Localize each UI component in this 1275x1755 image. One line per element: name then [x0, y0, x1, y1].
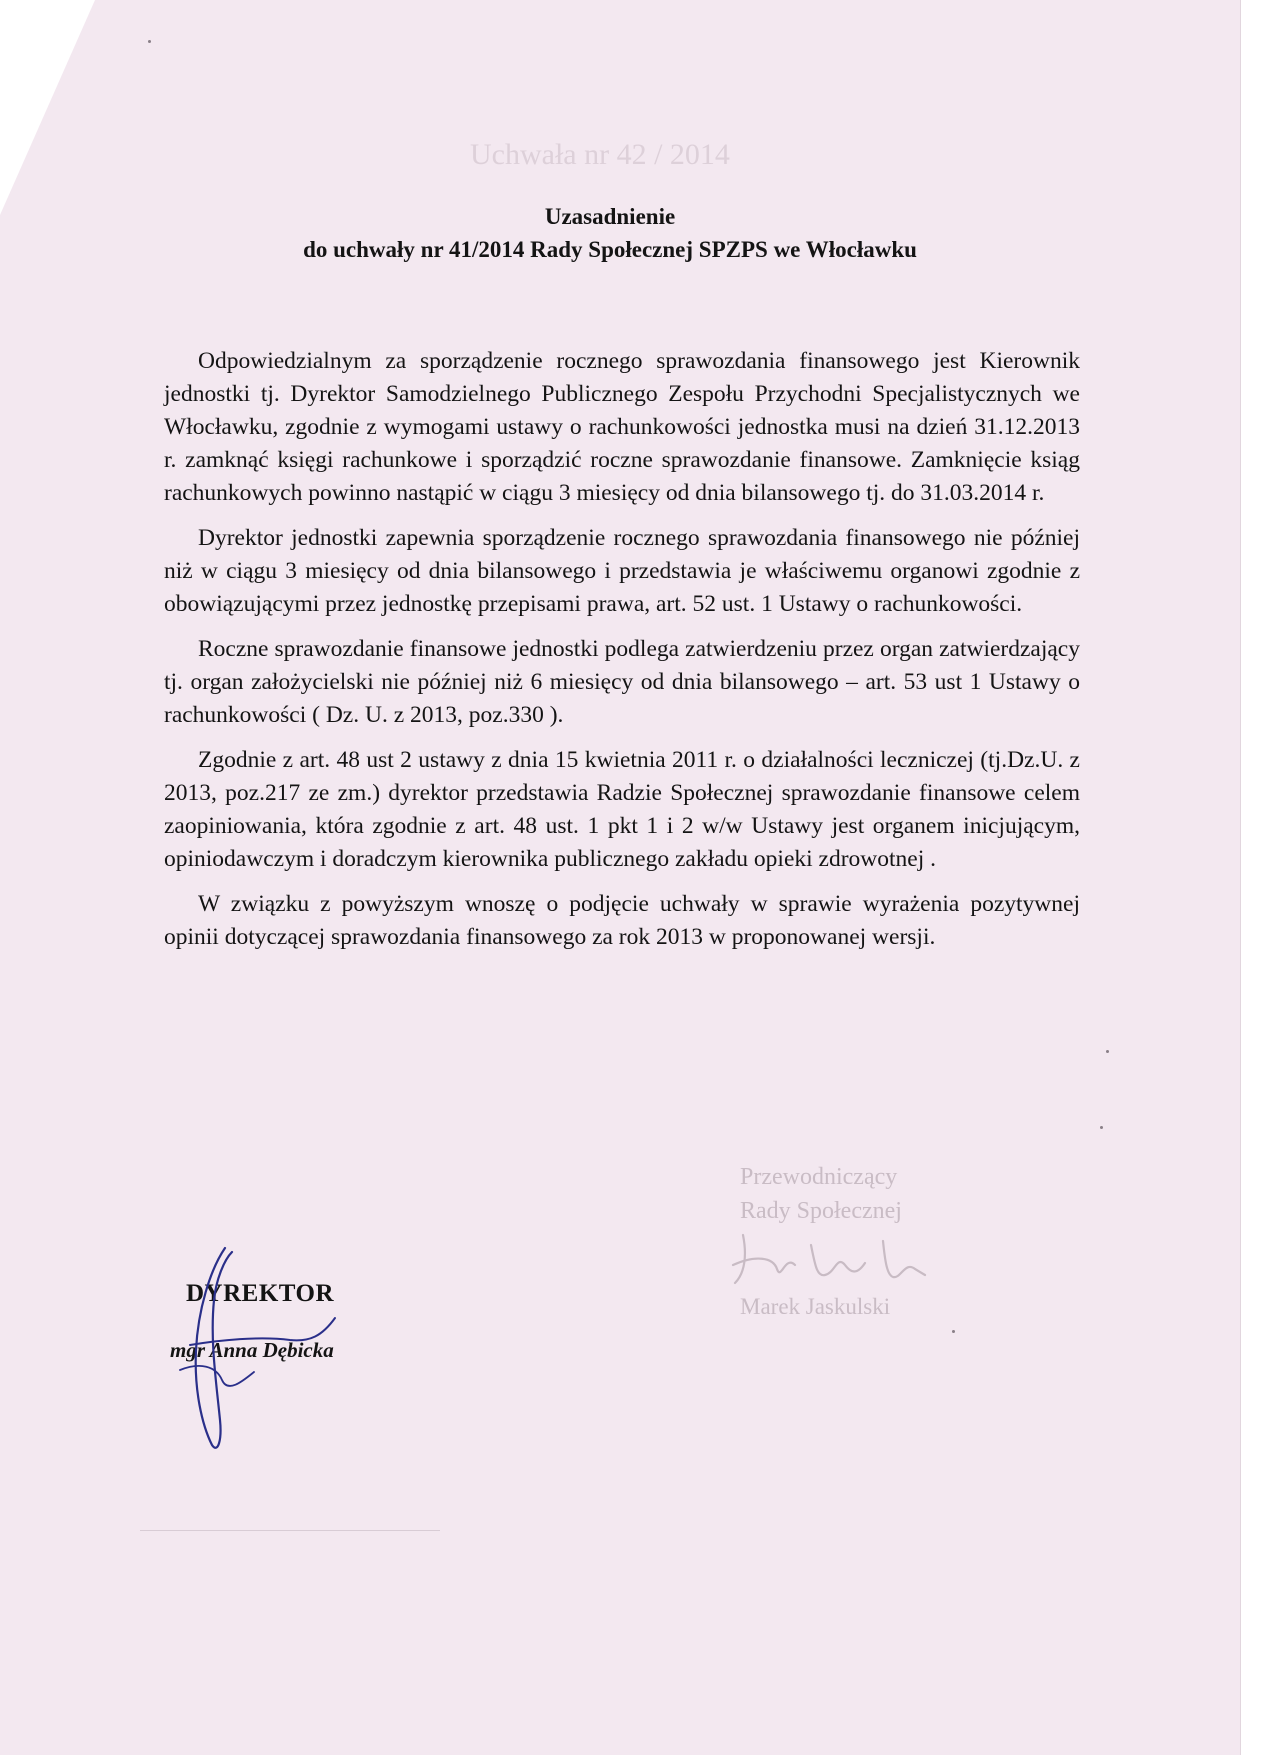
document-header [140, 200, 1080, 266]
paragraph-3: Roczne sprawozdanie finansowe jednostki podlega zatwierdzeniu przez organ zatwierdzający tj. organ założycielski nie później niż 6 miesięcy od dnia bilansowego – art. 53 ust 1 Ustawy o rachunkowości ( Dz. U. z 2013, poz.330 ). [164, 636, 1080, 728]
folded-corner [0, 0, 95, 215]
stamp-title: DYREKTOR [186, 1280, 335, 1307]
document-title: Uzasadnienie [544, 204, 676, 229]
director-stamp [170, 1280, 420, 1390]
paragraph-5: W związku z powyższym wnoszę o podjęcie uchwały w sprawie wyrażenia pozytywnej opinii dotyczącej sprawozdania finansowego za rok 2013 w proponowanej wersji. [164, 891, 1080, 950]
bleed-through-chair-line1: Przewodniczący [740, 1164, 898, 1190]
scan-speck [1100, 1126, 1103, 1129]
bleed-through-title: Uchwała nr 42 / 2014 [470, 138, 730, 171]
scan-speck [1106, 1050, 1109, 1053]
bleed-through-chair-line2: Rady Społecznej [740, 1198, 902, 1224]
stamp-name: mgr Anna Dębicka [170, 1338, 334, 1362]
paragraph-4: Zgodnie z art. 48 ust 2 ustawy z dnia 15 kwietnia 2011 r. o działalności leczniczej (tj.Dz.U. z 2013, poz.217 ze zm.) dyrektor przedstawia Radzie Społecznej sprawozdanie finansowe celem zaopiniowania, która zgodnie z art. 48 ust. 1 pkt 1 i 2 w/w Ustawy jest organem inicjującym, opiniodawczym i doradczym kierownika publicznego zakładu opieki zdrowotnej . [164, 747, 1080, 872]
paragraph-2: Dyrektor jednostki zapewnia sporządzenie rocznego sprawozdania finansowego nie później niż w ciągu 3 miesięcy od dnia bilansowego i przedstawia je właściwemu organowi zgodnie z obowiązującymi przez jednostkę przepisami prawa, art. 52 ust. 1 Ustawy o rachunkowości. [164, 525, 1080, 617]
bleed-through-chair-name: Marek Jaskulski [740, 1294, 891, 1319]
scan-margin [1240, 0, 1275, 1755]
document-body [164, 345, 1080, 966]
bleed-through-footnote-rule [140, 1530, 440, 1531]
scan-speck [148, 40, 151, 43]
bleed-through-chair [740, 1160, 902, 1228]
document-subtitle: do uchwały nr 41/2014 Rady Społecznej SPZPS we Włocławku [303, 237, 917, 262]
scan-speck [952, 1330, 955, 1333]
paragraph-1: Odpowiedzialnym za sporządzenie rocznego sprawozdania finansowego jest Kierownik jednostki tj. Dyrektor Samodzielnego Publicznego Zespołu Przychodni Specjalistycznych we Włocławku, zgodnie z wymogami ustawy o rachunkowości jednostka musi na dzień 31.12.2013 r. zamknąć księgi rachunkowe i sporządzić roczne sprawozdanie finansowe. Zamknięcie ksiąg rachunkowych powinno nastąpić w ciągu 3 miesięcy od dnia bilansowego tj. do 31.03.2014 r. [164, 348, 1080, 506]
